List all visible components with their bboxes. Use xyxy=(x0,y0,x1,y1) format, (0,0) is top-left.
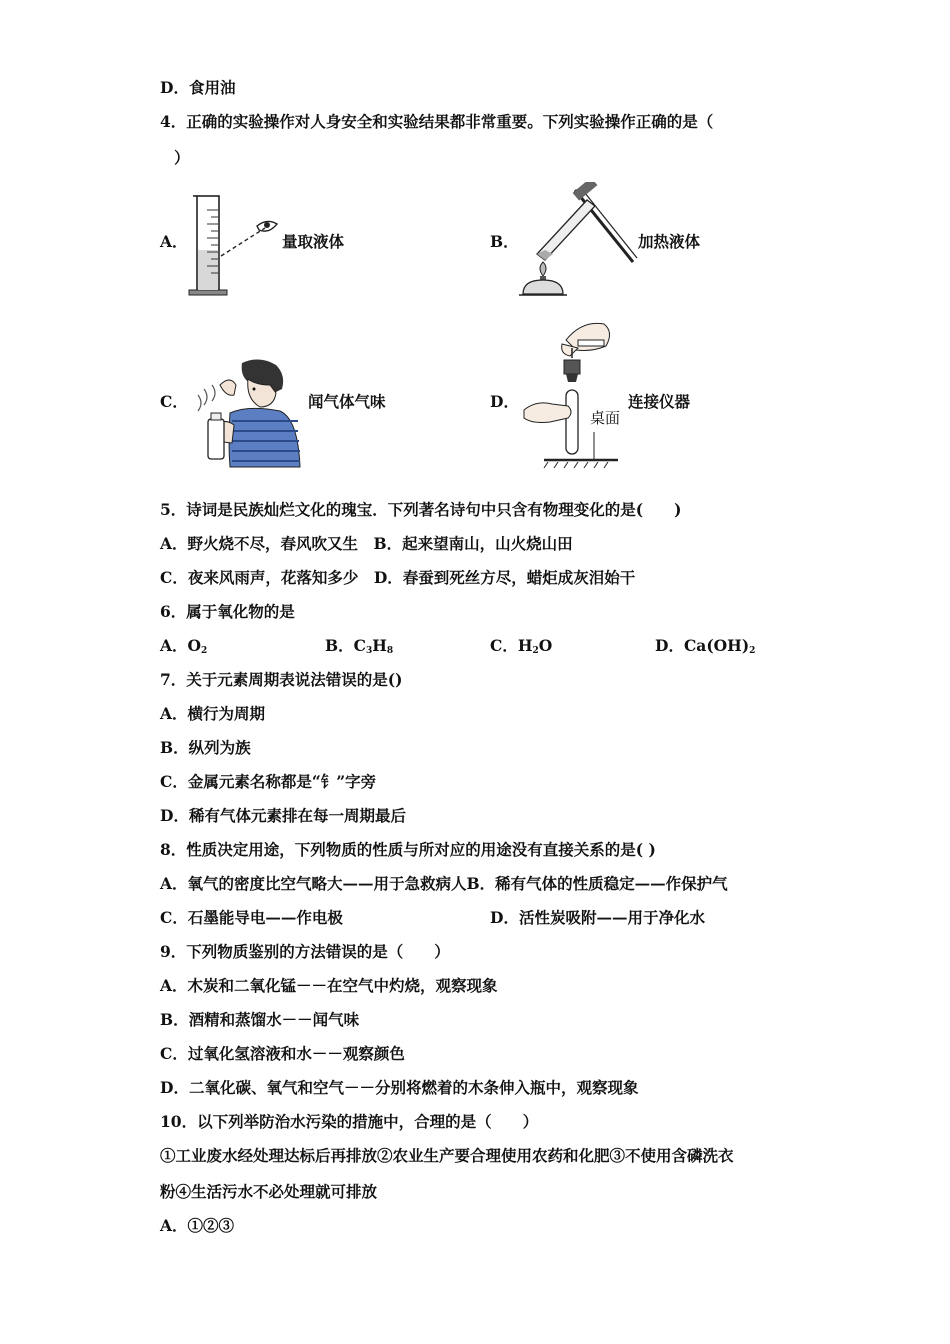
q8-option-d: D．活性炭吸附——用于净化水 xyxy=(490,908,705,927)
q6-option-b: B．$C_3H_8$ xyxy=(325,636,394,656)
q6-stem: 6．属于氧化物的是 xyxy=(160,602,295,621)
q8-option-c: C．石墨能导电——作电极 xyxy=(160,908,343,927)
q7-option-c: C．金属元素名称都是“钅”字旁 xyxy=(160,772,377,791)
q10-measures-line1: ①工业废水经处理达标后再排放②农业生产要合理使用农药和化肥③不使用含磷洗衣 xyxy=(160,1146,734,1165)
q10-stem: 10．以下列举防治水污染的措施中，合理的是（ ） xyxy=(160,1112,539,1131)
q4-option-c-letter: C． xyxy=(160,392,188,411)
q4-option-a-caption: 量取液体 xyxy=(282,232,345,251)
q7-option-d: D．稀有气体元素排在每一周期最后 xyxy=(160,806,406,825)
desk-surface-label: 桌面 xyxy=(590,409,621,427)
q4-option-d-letter: D． xyxy=(490,392,519,411)
q5-options-cd: C．夜来风雨声，花落知多少 D．春蚕到死丝方尽，蜡炬成灰泪始干 xyxy=(160,568,636,587)
q9-option-b: B．酒精和蒸馏水－－闻气味 xyxy=(160,1010,360,1029)
q6-option-c: C．$H_2O$ xyxy=(490,636,553,656)
q10-option-a: A．①②③ xyxy=(160,1216,235,1235)
q4-option-c-caption: 闻气体气味 xyxy=(308,392,386,411)
q7-stem: 7．关于元素周期表说法错误的是() xyxy=(160,670,403,689)
q6-option-a: A．$O_2$ xyxy=(160,636,208,656)
q8-stem: 8．性质决定用途，下列物质的性质与所对应的用途没有直接关系的是( ) xyxy=(160,840,656,859)
q4-option-b-caption: 加热液体 xyxy=(638,232,701,251)
q4-option-b-letter: B． xyxy=(490,232,519,251)
q4-stem-end: ） xyxy=(174,148,190,167)
q5-stem: 5．诗词是民族灿烂文化的瑰宝．下列著名诗句中只含有物理变化的是( ) xyxy=(160,500,682,519)
measuring-cylinder-icon xyxy=(185,190,280,300)
q8-options-ab: A．氧气的密度比空气略大——用于急救病人B．稀有气体的性质稳定——作保护气 xyxy=(160,874,728,893)
q7-option-b: B．纵列为族 xyxy=(160,738,251,757)
q9-option-c: C．过氧化氢溶液和水－－观察颜色 xyxy=(160,1044,405,1063)
q5-options-ab: A．野火烧不尽，春风吹又生 B．起来望南山，山火烧山田 xyxy=(160,534,573,553)
q9-option-a: A．木炭和二氧化锰－－在空气中灼烧，观察现象 xyxy=(160,976,498,995)
connecting-stopper-tube-icon xyxy=(522,318,622,468)
q4-option-a-letter: A． xyxy=(160,232,188,251)
q6-option-d: D．$Ca(OH)_2$ xyxy=(655,636,756,656)
q4-stem: 4．正确的实验操作对人身安全和实验结果都非常重要。下列实验操作正确的是（ xyxy=(160,112,714,131)
q4-option-d-caption: 连接仪器 xyxy=(628,392,691,411)
alcohol-lamp-test-tube-icon xyxy=(515,182,640,300)
smelling-bottle-person-icon xyxy=(190,355,305,470)
q7-option-a: A．横行为周期 xyxy=(160,704,266,723)
q9-option-d: D．二氧化碳、氧气和空气－－分别将燃着的木条伸入瓶中，观察现象 xyxy=(160,1078,639,1097)
q3-option-d: D．食用油 xyxy=(160,78,236,97)
q10-measures-line2: 粉④生活污水不必处理就可排放 xyxy=(160,1182,378,1201)
q9-stem: 9．下列物质鉴别的方法错误的是（ ） xyxy=(160,942,450,961)
